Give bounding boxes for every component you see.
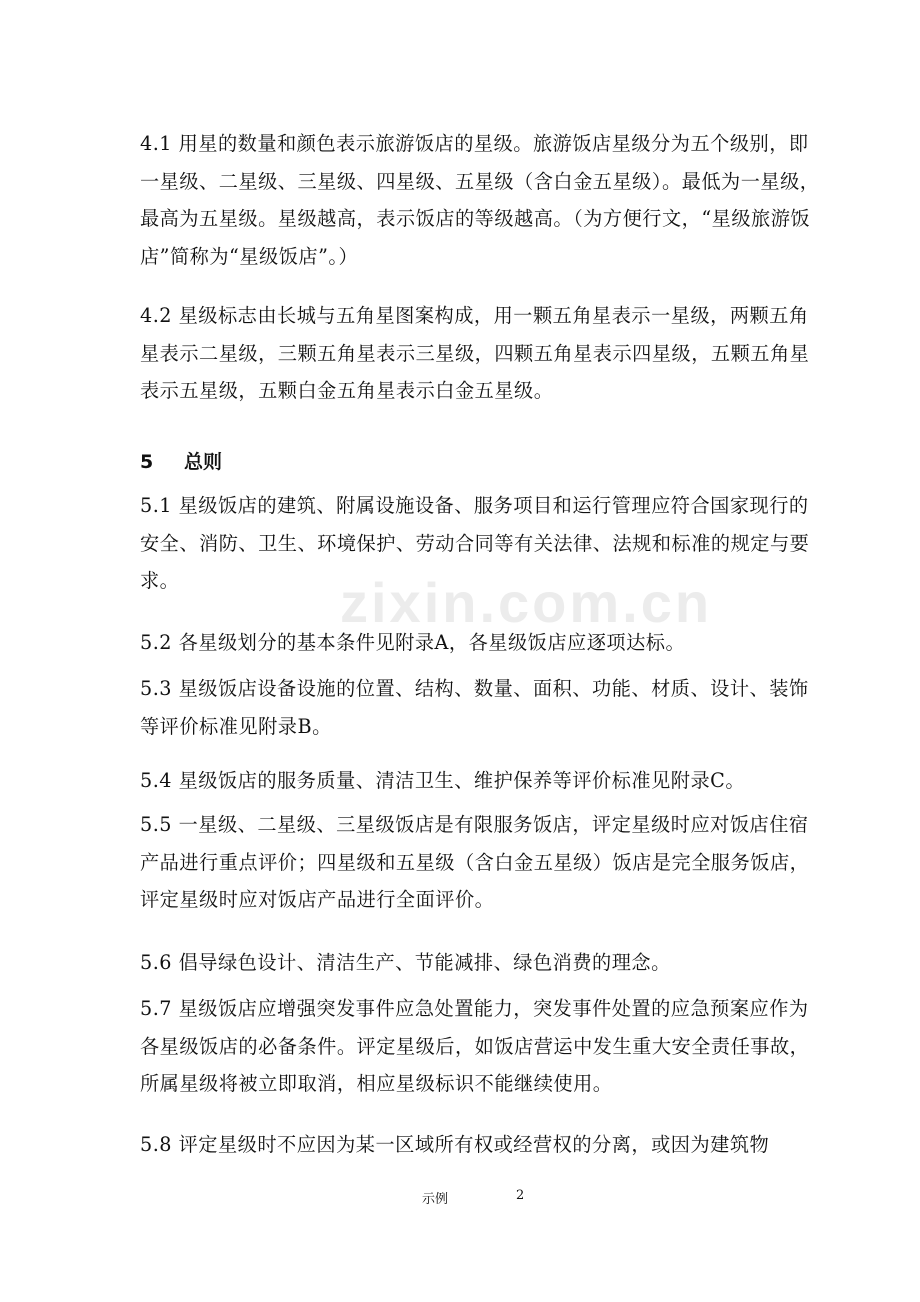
page-number: 2 xyxy=(516,1188,525,1203)
paragraph-5-2: 5.2 各星级划分的基本条件见附录A，各星级饭店应逐项达标。 xyxy=(140,631,686,654)
paragraph-5-5: 5.5 一星级、二星级、三星级饭店是有限服务饭店，评定星级时应对饭店住宿产品进行重点评价；四星级和五星级（含白金五星级）饭店是完全服务饭店，评定星级时应对饭店产品进行全面评价。 xyxy=(140,813,810,911)
paragraph-5-4: 5.4 星级饭店的服务质量、清洁卫生、维护保养等评价标准见附录C。 xyxy=(140,769,746,792)
paragraph-5-8: 5.8 评定星级时不应因为某一区域所有权或经营权的分离，或因为建筑物 xyxy=(140,1133,770,1156)
paragraph-5-6: 5.6 倡导绿色设计、清洁生产、节能减排、绿色消费的理念。 xyxy=(140,951,671,974)
footer-label: 示例 xyxy=(422,1192,449,1207)
paragraph-5-1: 5.1 星级饭店的建筑、附属设施设备、服务项目和运行管理应符合国家现行的安全、消防、卫生、环境保护、劳动合同等有关法律、法规和标准的规定与要求。 xyxy=(140,494,810,592)
paragraph-5-7: 5.7 星级饭店应增强突发事件应急处置能力，突发事件处置的应急预案应作为各星级饭店的必备条件。评定星级后，如饭店营运中发生重大安全责任事故，所属星级将被立即取消，相应星级标识不能继续使用。 xyxy=(140,997,810,1095)
section-heading-5 xyxy=(140,447,222,477)
watermark: zixin.com.cn xyxy=(340,571,713,634)
page-footer xyxy=(0,1188,920,1208)
paragraph-5-3: 5.3 星级饭店设备设施的位置、结构、数量、面积、功能、材质、设计、装饰等评价标准见附录B。 xyxy=(140,677,809,738)
section-title: 总则 xyxy=(184,451,223,473)
paragraph-4-2: 4.2 星级标志由长城与五角星图案构成，用一颗五角星表示一星级，两颗五角星表示二星级，三颗五角星表示三星级，四颗五角星表示四星级，五颗五角星表示五星级，五颗白金五角星表示白金五星级。 xyxy=(140,304,810,402)
paragraph-4-1: 4.1 用星的数量和颜色表示旅游饭店的星级。旅游饭店星级分为五个级别，即一星级、二星级、三星级、四星级、五星级（含白金五星级）。最低为一星级，最高为五星级。星级越高，表示饭店的等级越高。（为方便行文，“星级旅游饭店”简称为“星级饭店”。） xyxy=(140,132,820,268)
section-number: 5 xyxy=(140,451,154,473)
